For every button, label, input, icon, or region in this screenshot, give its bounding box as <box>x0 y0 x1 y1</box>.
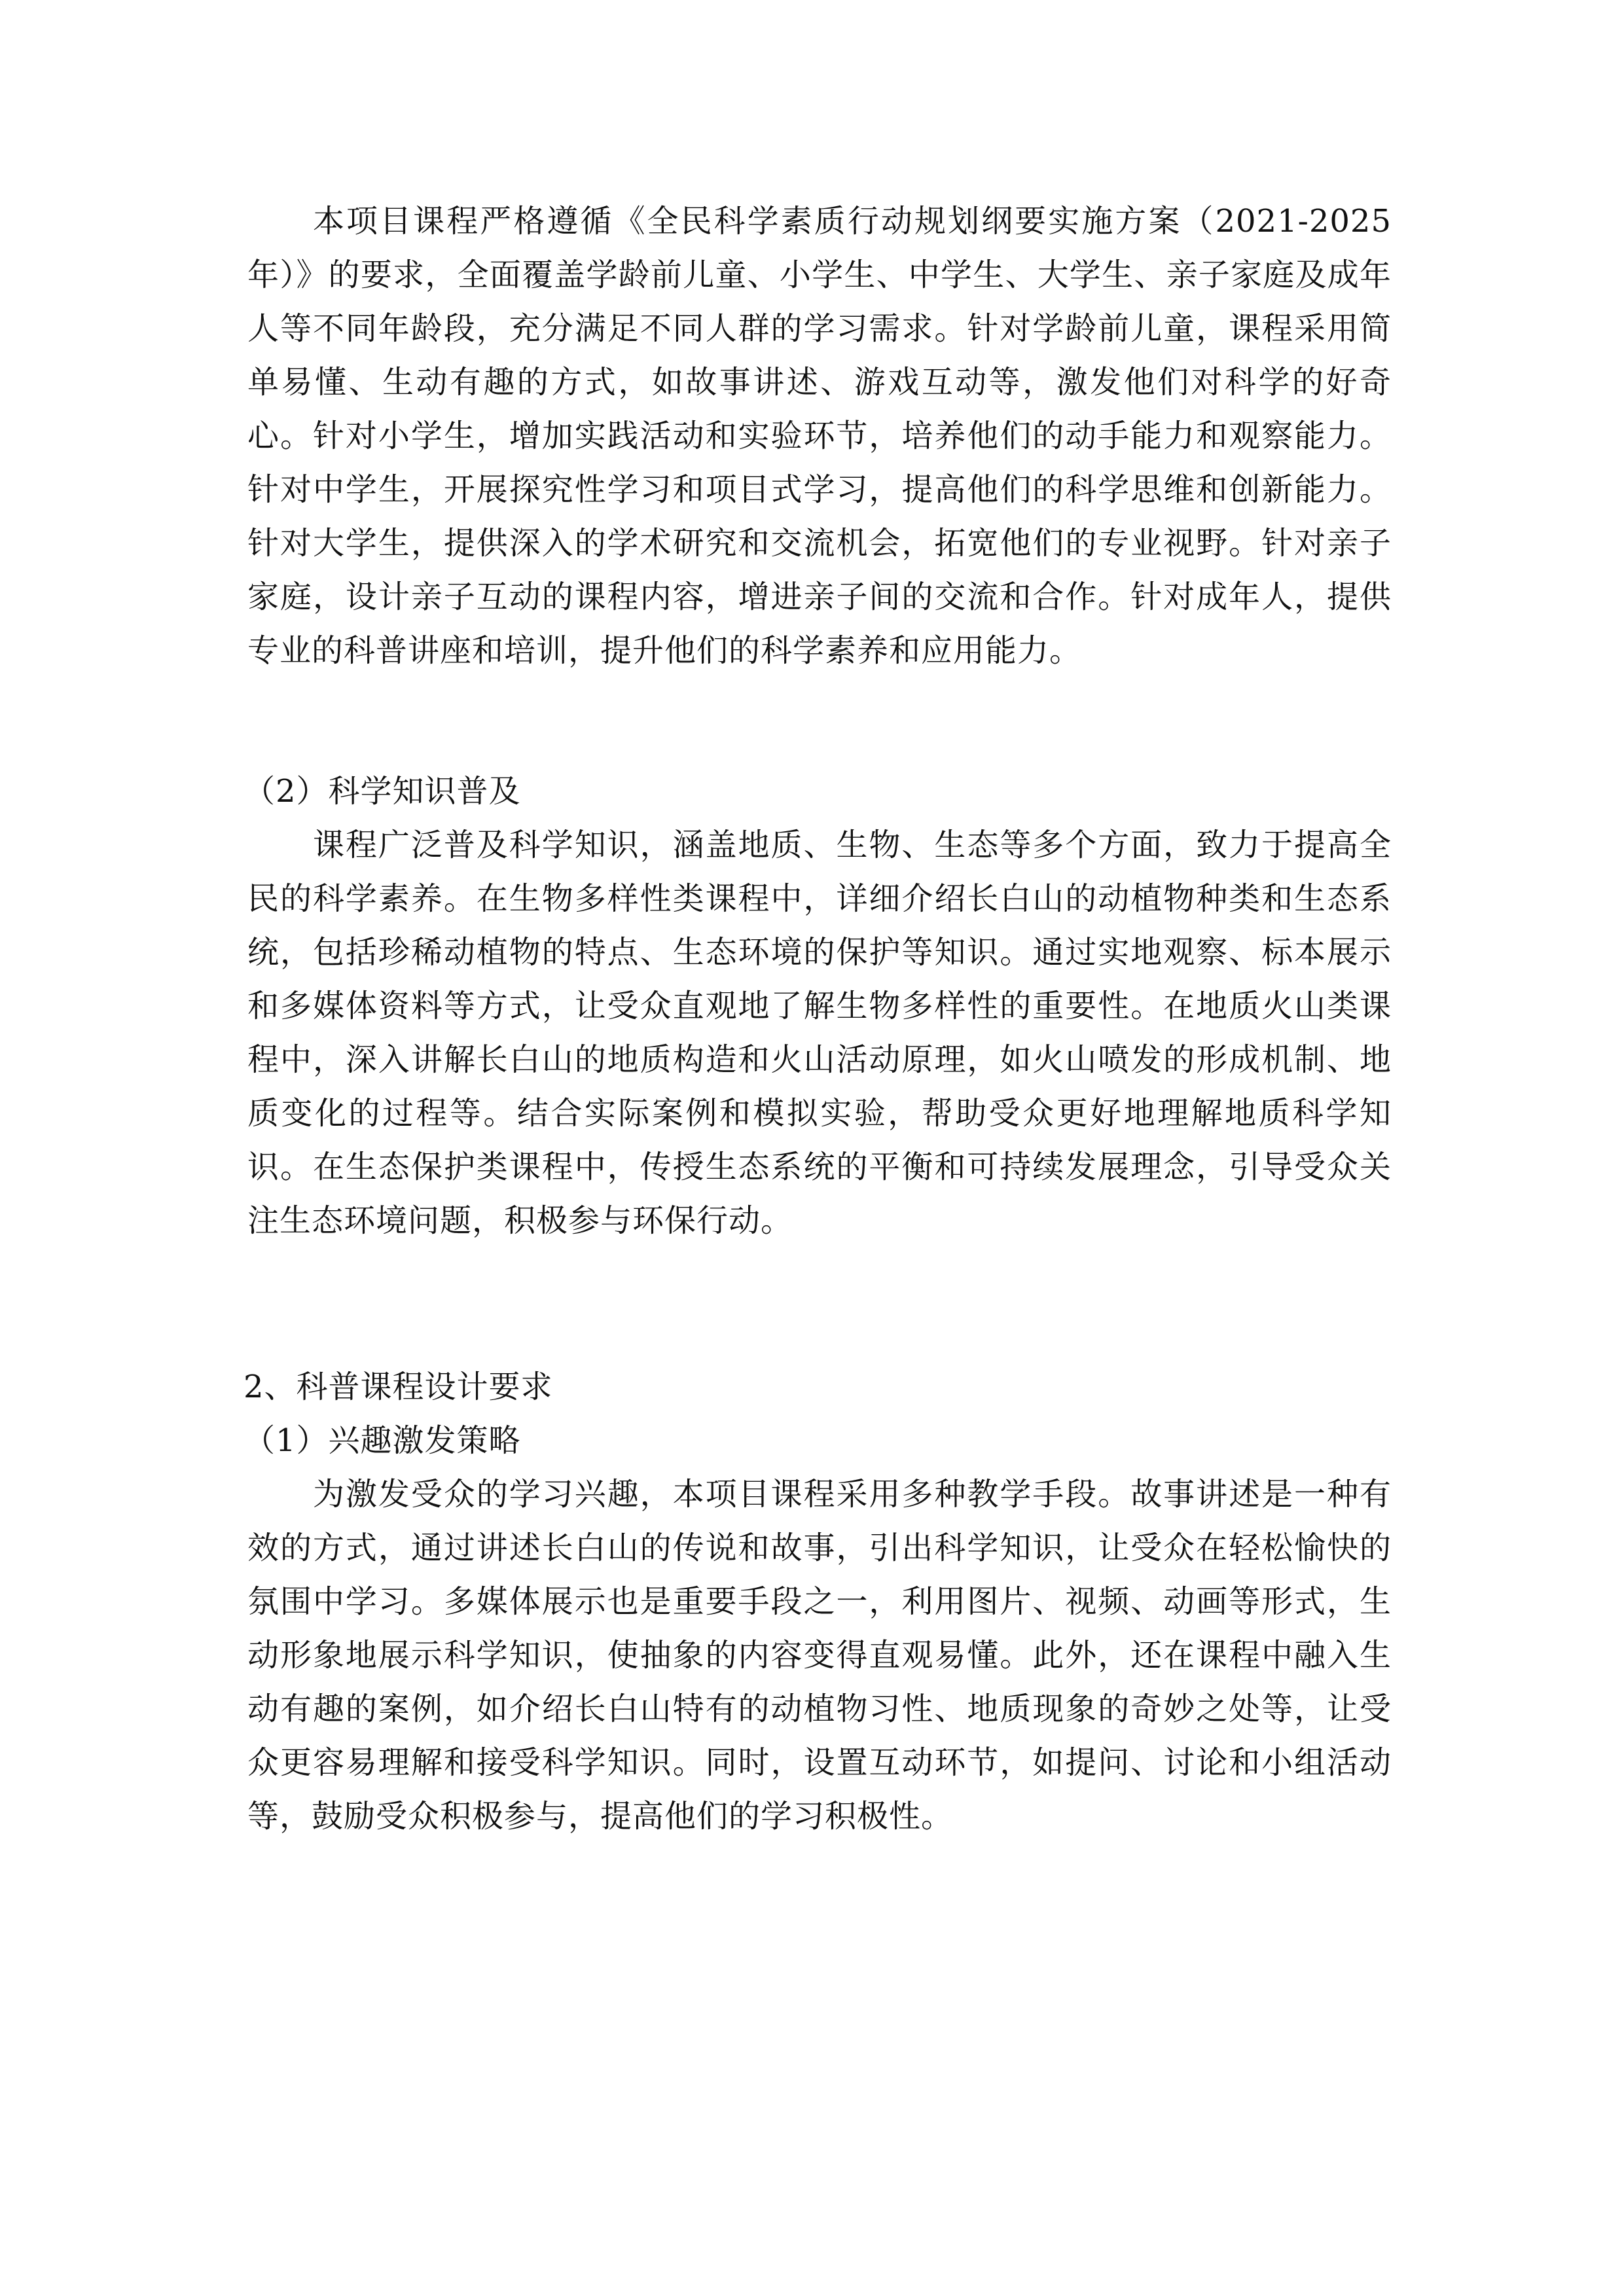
paragraph-interest-strategy: 为激发受众的学习兴趣，本项目课程采用多种教学手段。故事讲述是一种有效的方式，通过讲述长白山的传说和故事，引出科学知识，让受众在轻松愉快的氛围中学习。多媒体展示也是重要手段之一，利用图片、视频、动画等形式，生动形象地展示科学知识，使抽象的内容变得直观易懂。此外，还在课程中融入生动有趣的案例，如介绍长白山特有的动植物习性、地质现象的奇妙之处等，让受众更容易理解和接受科学知识。同时，设置互动环节，如提问、讨论和小组活动等，鼓励受众积极参与，提高他们的学习积极性。 <box>247 1476 1392 1835</box>
subheading-interest-strategy: （1）兴趣激发策略 <box>244 1422 521 1459</box>
subheading-science-knowledge: （2）科学知识普及 <box>244 773 521 810</box>
paragraph-course-audience: 本项目课程严格遵循《全民科学素质行动规划纲要实施方案（2021-2025年）》的要求，全面覆盖学龄前儿童、小学生、中学生、大学生、亲子家庭及成年人等不同年龄段，充分满足不同人群的学习需求。针对学龄前儿童，课程采用简单易懂、生动有趣的方式，如故事讲述、游戏互动等，激发他们对科学的好奇心。针对小学生，增加实践活动和实验环节，培养他们的动手能力和观察能力。针对中学生，开展探究性学习和项目式学习，提高他们的科学思维和创新能力。针对大学生，提供深入的学术研究和交流机会，拓宽他们的专业视野。针对亲子家庭，设计亲子互动的课程内容，增进亲子间的交流和合作。针对成年人，提供专业的科普讲座和培训，提升他们的科学素养和应用能力。 <box>247 203 1392 669</box>
paragraph-science-knowledge: 课程广泛普及科学知识，涵盖地质、生物、生态等多个方面，致力于提高全民的科学素养。在生物多样性类课程中，详细介绍长白山的动植物种类和生态系统，包括珍稀动植物的特点、生态环境的保护等知识。通过实地观察、标本展示和多媒体资料等方式，让受众直观地了解生物多样性的重要性。在地质火山类课程中，深入讲解长白山的地质构造和火山活动原理，如火山喷发的形成机制、地质变化的过程等。结合实际案例和模拟实验，帮助受众更好地理解地质科学知识。在生态保护类课程中，传授生态系统的平衡和可持续发展理念，引导受众关注生态环境问题，积极参与环保行动。 <box>247 827 1392 1239</box>
section-heading-course-design: 2、科普课程设计要求 <box>244 1369 553 1405</box>
